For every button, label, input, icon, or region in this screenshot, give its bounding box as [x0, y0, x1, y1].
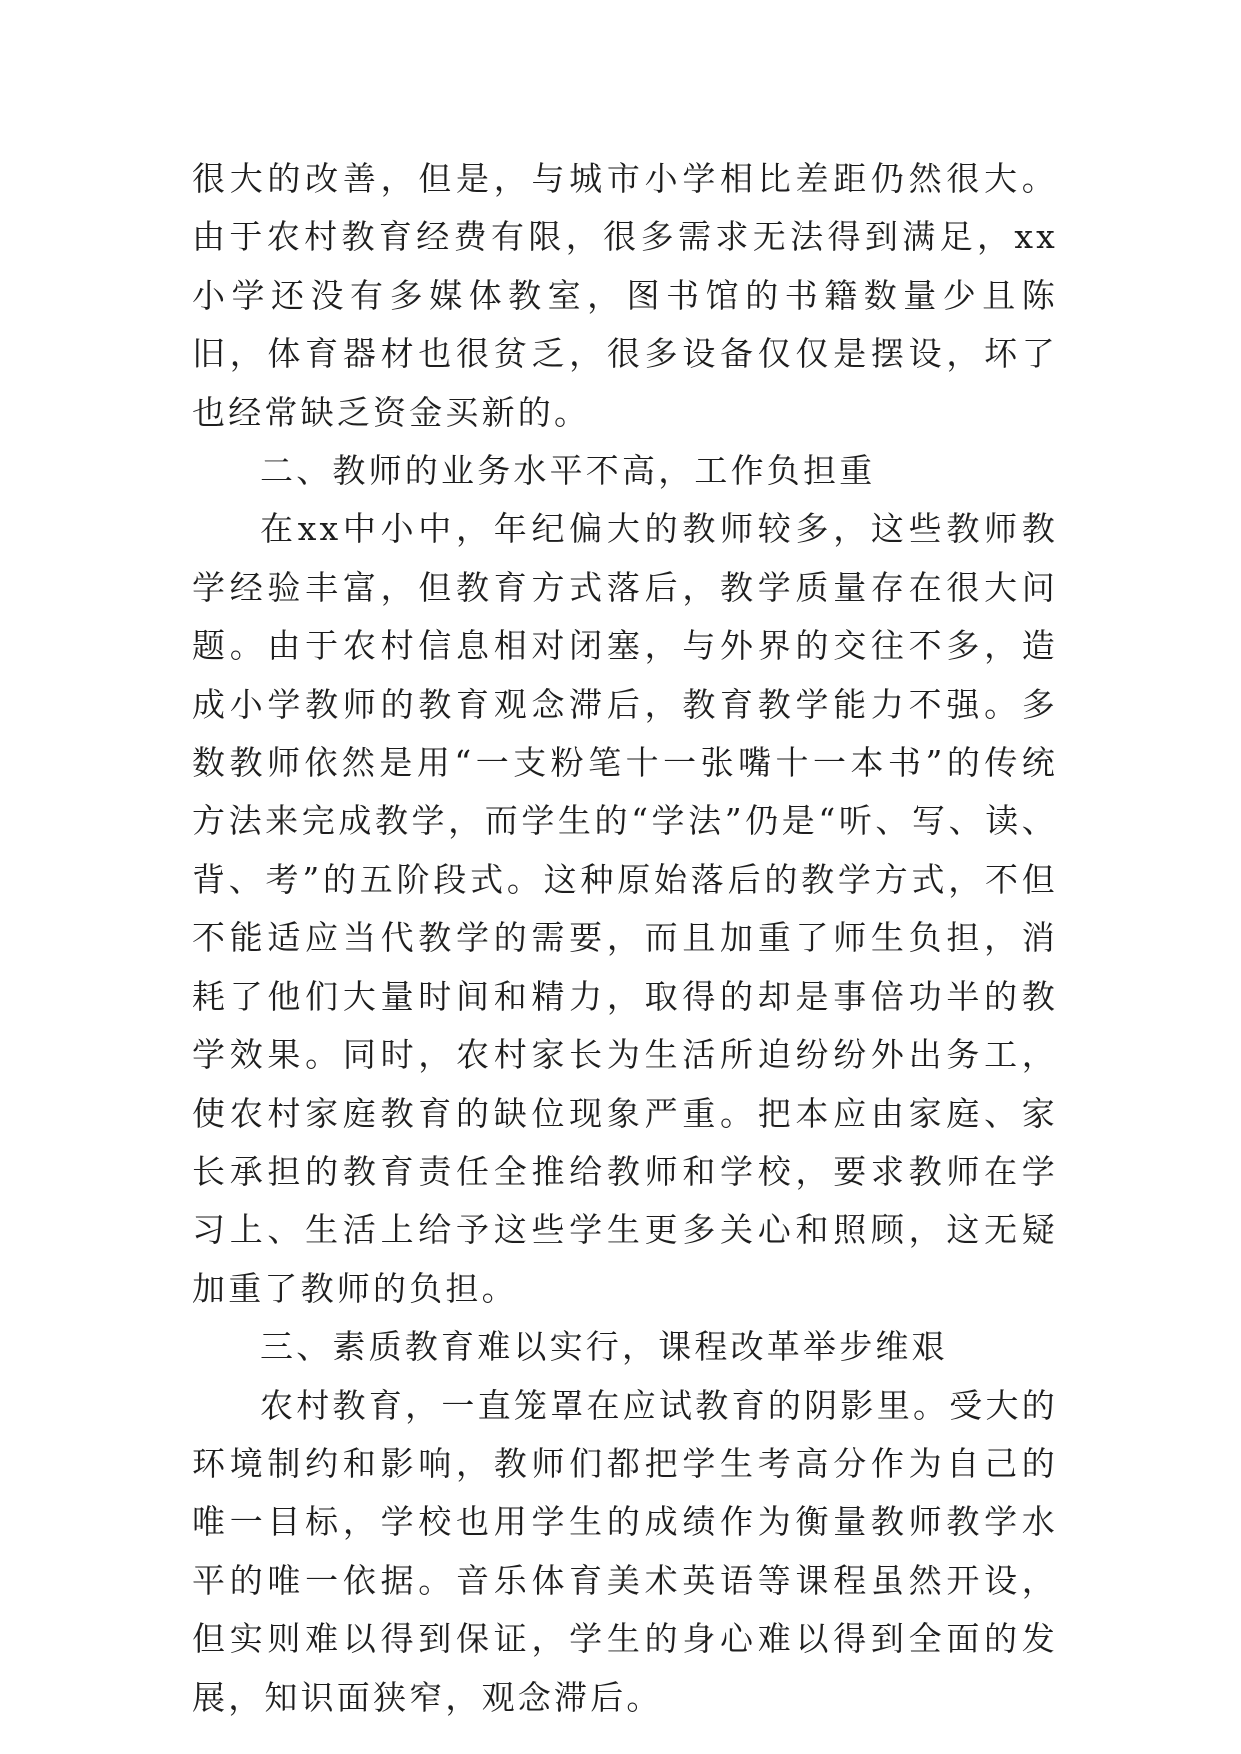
document-page — [192, 150, 1058, 1727]
paragraph-teachers: 在xx中小中，年纪偏大的教师较多，这些教师教学经验丰富，但教育方式落后，教学质量存在很大问题。由于农村信息相对闭塞，与外界的交往不多，造成小学教师的教育观念滞后，教育教学能力不强。多数教师依然是用“一支粉笔十一张嘴十一本书”的传统方法来完成教学，而学生的“学法”仍是“听、写、读、背、考”的五阶段式。这种原始落后的教学方式，不但不能适应当代教学的需要，而且加重了师生负担，消耗了他们大量时间和精力，取得的却是事倍功半的教学效果。同时，农村家长为生活所迫纷纷外出务工，使农村家庭教育的缺位现象严重。把本应由家庭、家长承担的教育责任全推给教师和学校，要求教师在学习上、生活上给予这些学生更多关心和照顾，这无疑加重了教师的负担。 — [192, 509, 1058, 1308]
paragraph-quality-education: 农村教育，一直笼罩在应试教育的阴影里。受大的环境制约和影响，教师们都把学生考高分作为自己的唯一目标，学校也用学生的成绩作为衡量教师教学水平的唯一依据。音乐体育美术英语等课程虽然开设，但实则难以得到保证，学生的身心难以得到全面的发展，知识面狭窄，观念滞后。 — [192, 1385, 1058, 1717]
section-heading-three: 三、素质教育难以实行，课程改革举步维艰 — [260, 1327, 948, 1367]
paragraph-continuation: 很大的改善，但是，与城市小学相比差距仍然很大。由于农村教育经费有限，很多需求无法得到满足，xx小学还没有多媒体教室，图书馆的书籍数量少且陈旧，体育器材也很贫乏，很多设备仅仅是摆设，坏了也经常缺乏资金买新的。 — [192, 159, 1058, 432]
section-heading-two: 二、教师的业务水平不高，工作负担重 — [260, 451, 876, 491]
